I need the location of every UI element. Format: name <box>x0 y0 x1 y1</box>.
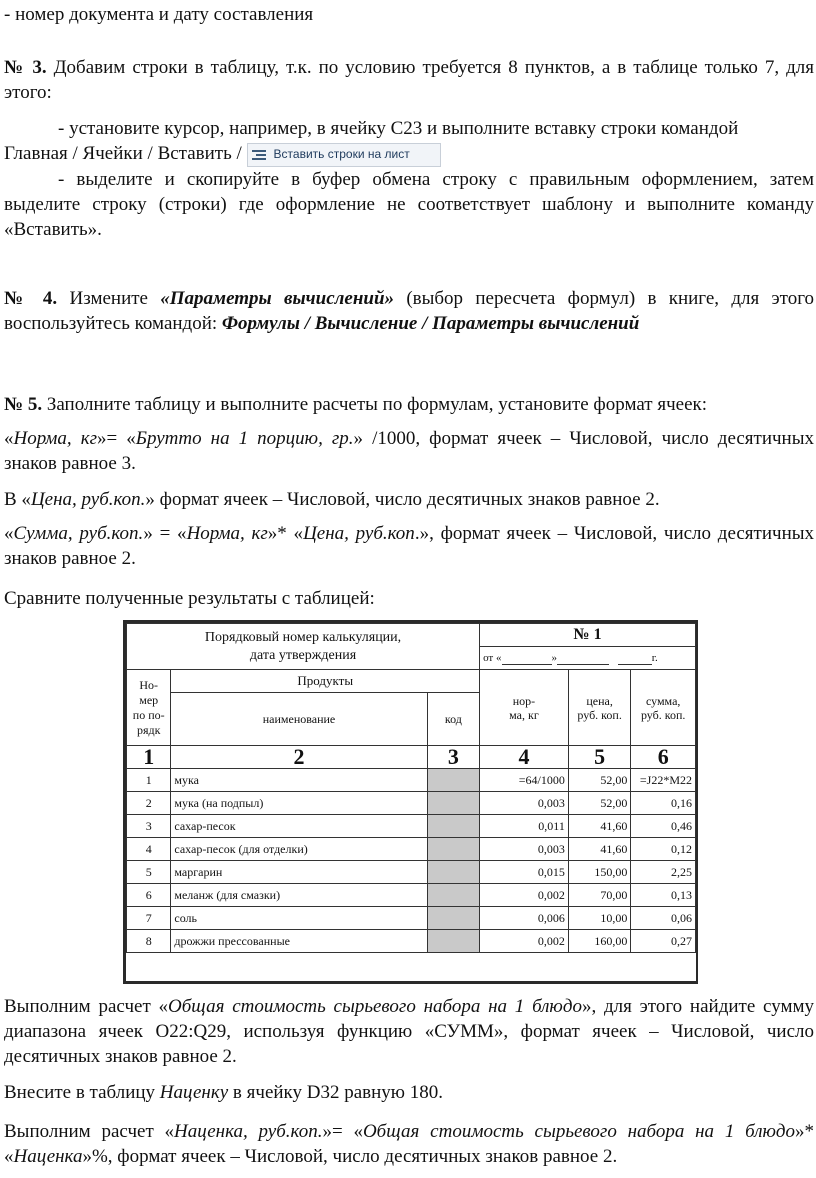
row-name: дрожжи прессованные <box>171 930 427 953</box>
row-code <box>427 815 479 838</box>
row-number: 8 <box>127 930 171 953</box>
col-num-2: 2 <box>171 746 427 769</box>
row-sum: 0,06 <box>631 907 696 930</box>
after-para-1 <box>4 994 814 1069</box>
section-4 <box>4 286 814 336</box>
hdr-sum-2: руб. коп. <box>640 707 686 722</box>
compare-text: Сравните полученные результаты с таблицей: <box>4 588 375 609</box>
col-num-1: 1 <box>127 746 171 769</box>
p3-text-c: »* « <box>267 523 304 544</box>
section-3-text: Добавим строки в таблицу, т.к. по условию требуется 8 пунктов, а в таблице только 7, для этого: <box>4 57 815 103</box>
header-number-cell: № 1 <box>480 624 696 647</box>
row-number: 5 <box>127 861 171 884</box>
header-price-cell <box>568 670 631 746</box>
row-number: 1 <box>127 769 171 792</box>
header-row-3 <box>127 670 696 693</box>
p3-norm: Норма, кг <box>186 523 268 544</box>
row-number: 6 <box>127 884 171 907</box>
row-name: соль <box>171 907 427 930</box>
section-4-param: «Параметры вычислений» <box>160 288 395 309</box>
row-name: мука (на подпыл) <box>171 792 427 815</box>
p1-text-a: « <box>4 428 14 449</box>
a1-italic: Общая стоимость сырьевого набора на 1 блюдо <box>168 996 582 1017</box>
header-num-cell <box>127 670 171 746</box>
row-sum: 0,13 <box>631 884 696 907</box>
p1-text-b: »= « <box>97 428 136 449</box>
a3-text-d: »%, формат ячеек – Числовой, число десятичных знаков равное 2. <box>82 1146 618 1167</box>
a3-text-b: »= « <box>322 1121 363 1142</box>
a3-markup-2: Наценка <box>13 1146 83 1167</box>
header-date-fill-cell <box>480 647 696 670</box>
row-code <box>427 861 479 884</box>
header-row-1 <box>127 624 696 647</box>
row-price: 70,00 <box>568 884 631 907</box>
section-3-bullet-1 <box>4 116 814 141</box>
table-row <box>127 838 696 861</box>
p1-brutto: Брутто на 1 порцию, гр. <box>135 428 354 449</box>
row-norm: 0,002 <box>480 930 569 953</box>
row-name: сахар-песок <box>171 815 427 838</box>
table-body <box>127 769 696 953</box>
section-4-command: Формулы / Вычисление / Параметры вычислений <box>221 313 640 334</box>
table-row <box>127 815 696 838</box>
row-sum: 0,27 <box>631 930 696 953</box>
hdr-num-2: мер <box>139 692 159 707</box>
row-code <box>427 907 479 930</box>
a2-italic: Наценку <box>159 1082 229 1103</box>
p3-price: Цена, руб.коп <box>303 523 415 544</box>
row-name: меланж (для смазки) <box>171 884 427 907</box>
section-5-para-2 <box>4 487 814 512</box>
row-price: 52,00 <box>568 769 631 792</box>
bullet-text: - номер документа и дату составления <box>4 4 314 25</box>
row-name: мука <box>171 769 427 792</box>
section-4-text-1: Измените <box>69 288 148 309</box>
section-3-intro <box>4 55 814 105</box>
hdr-norm-1: нор- <box>512 693 536 708</box>
hdr-price-1: цена, <box>586 693 613 708</box>
p1-text-c: » /1000, формат ячеек – Числовой, число десятичных знаков равное 3. <box>4 428 814 474</box>
row-code <box>427 769 479 792</box>
row-norm: 0,006 <box>480 907 569 930</box>
row-price: 52,00 <box>568 792 631 815</box>
section-5-intro <box>4 392 814 417</box>
hdr-num-3: по по- <box>132 707 165 722</box>
row-norm: 0,003 <box>480 838 569 861</box>
p2-price: Цена, руб.коп. <box>30 489 146 510</box>
header-calc-date: дата утверждения <box>249 647 357 663</box>
command-path-text: Главная / Ячейки / Вставить / <box>4 143 242 164</box>
row-norm: =64/1000 <box>480 769 569 792</box>
calculation-table <box>126 623 696 953</box>
hdr-num-1: Но- <box>139 677 159 692</box>
bullet-2-text: - выделите и скопируйте в буфер обмена строку с правильным оформлением, затем выделите строку (строки) где оформление не соответствует шаблону и выполните команду «Вставить». <box>4 169 814 240</box>
ribbon-button-label: Вставить строки на лист <box>273 147 410 162</box>
section-4-number: № 4. <box>4 288 58 309</box>
row-price: 41,60 <box>568 838 631 861</box>
header-products: Продукты <box>171 670 480 693</box>
row-number: 3 <box>127 815 171 838</box>
p3-text-b: » = « <box>143 523 187 544</box>
date-from-label: от « <box>483 652 502 664</box>
hdr-sum-1: сумма, <box>645 693 681 708</box>
table-row <box>127 792 696 815</box>
p3-sum: Сумма, руб.коп. <box>13 523 144 544</box>
col-num-6: 6 <box>631 746 696 769</box>
p2-text-a: В « <box>4 489 31 510</box>
row-number: 2 <box>127 792 171 815</box>
compare-line <box>4 586 814 611</box>
p1-norm: Норма, кг <box>13 428 97 449</box>
header-sum-cell <box>631 670 696 746</box>
year-label: г. <box>651 652 658 664</box>
insert-rows-ribbon-button[interactable] <box>247 143 441 167</box>
table-row <box>127 769 696 792</box>
a2-text: Внесите в таблицу <box>4 1082 156 1103</box>
after-para-2 <box>4 1080 814 1105</box>
a1-text: Выполним расчет « <box>4 996 169 1017</box>
row-norm: 0,015 <box>480 861 569 884</box>
a3-markup: Наценка, руб.коп. <box>174 1121 323 1142</box>
row-number: 7 <box>127 907 171 930</box>
day-blank[interactable] <box>502 652 552 665</box>
after-para-3 <box>4 1119 814 1169</box>
row-sum: 0,16 <box>631 792 696 815</box>
hdr-norm-2: ма, кг <box>509 707 539 722</box>
section-5-text: Заполните таблицу и выполните расчеты по формулам, установите формат ячеек: <box>46 394 708 415</box>
col-num-3: 3 <box>427 746 479 769</box>
row-norm: 0,002 <box>480 884 569 907</box>
table-row <box>127 930 696 953</box>
hdr-price-2: руб. коп. <box>577 707 622 722</box>
column-number-row <box>127 746 696 769</box>
a3-total: Общая стоимость сырьевого набора на 1 блюдо <box>362 1121 795 1142</box>
header-name: наименование <box>171 693 427 746</box>
insert-rows-icon <box>252 148 268 162</box>
row-name: маргарин <box>171 861 427 884</box>
section-3-command-path <box>4 141 814 167</box>
header-calc-cell <box>127 624 480 670</box>
a3-text: Выполним расчет « <box>4 1121 175 1142</box>
row-code <box>427 884 479 907</box>
section-4-text-2: (выбор пересчета формул) в книге, для этого воспользуйтесь командой: <box>4 288 815 334</box>
date-quote: » <box>551 652 557 664</box>
row-sum: 0,46 <box>631 815 696 838</box>
p2-text-b: » формат ячеек – Числовой, число десятичных знаков равное 2. <box>145 489 660 510</box>
header-norm-cell <box>480 670 569 746</box>
row-name: сахар-песок (для отделки) <box>171 838 427 861</box>
table-row <box>127 861 696 884</box>
p3-text-a: « <box>4 523 14 544</box>
hdr-num-4: рядк <box>136 722 161 737</box>
row-sum: 2,25 <box>631 861 696 884</box>
bullet-document-number <box>4 2 814 27</box>
row-price: 41,60 <box>568 815 631 838</box>
a1-text-b: », для этого найдите сумму диапазона ячеек O22:Q29, используя функцию «СУММ», формат ячеек – Числовой, число десятичных знаков равное 2. <box>4 996 815 1067</box>
row-norm: 0,011 <box>480 815 569 838</box>
row-price: 150,00 <box>568 861 631 884</box>
col-num-5: 5 <box>568 746 631 769</box>
section-5-number: № 5. <box>4 394 43 415</box>
header-calc-title: Порядковый номер калькуляции, <box>204 629 402 645</box>
section-3-number: № 3. <box>4 57 47 78</box>
calculation-table-image <box>123 620 698 984</box>
row-code <box>427 930 479 953</box>
row-price: 160,00 <box>568 930 631 953</box>
p3-text-d: .», формат ячеек – Числовой, число десятичных знаков равное 2. <box>4 523 815 569</box>
year-blank[interactable] <box>618 652 652 665</box>
row-code <box>427 792 479 815</box>
table-row <box>127 907 696 930</box>
bullet-1-text: - установите курсор, например, в ячейку С23 и выполните вставку строки командой <box>58 118 739 139</box>
a3-text-c: »* « <box>4 1121 814 1167</box>
section-5-para-3 <box>4 521 814 571</box>
row-sum: 0,12 <box>631 838 696 861</box>
a2-text-b: в ячейку D32 равную 180. <box>232 1082 443 1103</box>
row-sum: =J22*M22 <box>631 769 696 792</box>
row-code <box>427 838 479 861</box>
section-5-para-1 <box>4 426 814 476</box>
col-num-4: 4 <box>480 746 569 769</box>
row-price: 10,00 <box>568 907 631 930</box>
row-number: 4 <box>127 838 171 861</box>
row-norm: 0,003 <box>480 792 569 815</box>
section-3-bullet-2 <box>4 167 814 242</box>
header-code: код <box>427 693 479 746</box>
month-blank[interactable] <box>557 652 609 665</box>
table-row <box>127 884 696 907</box>
